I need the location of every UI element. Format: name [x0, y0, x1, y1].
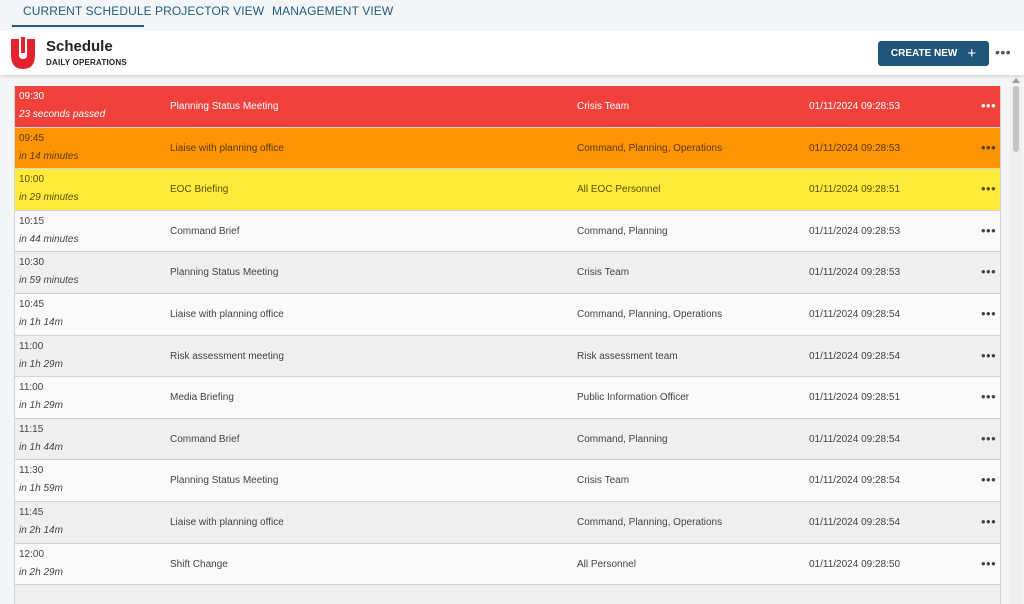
- row-relative-time: in 59 minutes: [19, 275, 79, 287]
- tab-current-schedule[interactable]: CURRENT SCHEDULE: [23, 4, 152, 18]
- row-time: 11:15: [19, 423, 44, 435]
- view-tabs: [0, 0, 1024, 30]
- page-title: Schedule: [46, 38, 113, 55]
- row-time: 10:15: [19, 215, 45, 227]
- row-team: Crisis Team: [577, 101, 630, 112]
- row-time: 11:00: [19, 382, 44, 394]
- row-relative-time: in 1h 29m: [19, 400, 63, 412]
- row-more-icon[interactable]: •••: [981, 389, 997, 405]
- row-team: All EOC Personnel: [577, 184, 661, 196]
- row-updated: 01/11/2024 09:28:54: [809, 350, 901, 362]
- row-meeting: Command Brief: [170, 225, 240, 237]
- plus-icon: +: [967, 45, 977, 62]
- tab-projector-view[interactable]: PROJECTOR VIEW: [155, 4, 265, 18]
- row-team: Command, Planning: [577, 225, 668, 237]
- row-team: All Personnel: [577, 558, 636, 570]
- row-team: Crisis Team: [577, 475, 630, 487]
- tab-management-view[interactable]: MANAGEMENT VIEW: [272, 4, 394, 18]
- row-updated: 01/11/2024 09:28:53: [809, 101, 901, 112]
- row-updated: 01/11/2024 09:28:51: [809, 392, 901, 404]
- row-time: 09:30: [19, 91, 45, 102]
- scroll-thumb[interactable]: [1013, 86, 1019, 152]
- schedule-row[interactable]: [15, 544, 1000, 586]
- schedule-row-partial[interactable]: [15, 585, 1000, 604]
- row-meeting: Planning Status Meeting: [170, 475, 279, 487]
- row-relative-time: in 2h 29m: [19, 566, 63, 578]
- row-more-icon[interactable]: •••: [981, 555, 997, 571]
- row-meeting: Risk assessment meeting: [170, 350, 284, 362]
- row-updated: 01/11/2024 09:28:51: [809, 184, 901, 196]
- row-more-icon[interactable]: •••: [981, 430, 997, 446]
- create-new-button[interactable]: [878, 41, 989, 66]
- row-time: 11:00: [19, 340, 44, 352]
- row-updated: 01/11/2024 09:28:53: [809, 142, 901, 154]
- row-meeting: Media Briefing: [170, 392, 234, 404]
- row-team: Command, Planning: [577, 433, 668, 445]
- row-more-icon[interactable]: •••: [981, 139, 997, 155]
- schedule-row[interactable]: [15, 211, 1000, 253]
- schedule-row[interactable]: [15, 128, 1000, 170]
- row-meeting: Command Brief: [170, 433, 240, 445]
- row-updated: 01/11/2024 09:28:53: [809, 267, 901, 279]
- row-meeting: Liaise with planning office: [170, 516, 284, 528]
- active-tab-indicator: [12, 25, 144, 27]
- row-meeting: Liaise with planning office: [170, 308, 284, 320]
- scroll-up-arrow-icon[interactable]: [1012, 78, 1020, 83]
- row-team: Risk assessment team: [577, 350, 678, 362]
- row-more-icon[interactable]: •••: [981, 222, 997, 238]
- row-relative-time: in 2h 14m: [19, 524, 63, 536]
- row-relative-time: in 1h 44m: [19, 441, 63, 453]
- schedule-row[interactable]: [15, 419, 1000, 461]
- row-time: 10:30: [19, 257, 45, 269]
- row-meeting: Planning Status Meeting: [170, 101, 279, 112]
- row-time: 10:45: [19, 298, 45, 310]
- row-updated: 01/11/2024 09:28:54: [809, 516, 901, 528]
- row-meeting: Planning Status Meeting: [170, 267, 279, 279]
- schedule-list: [14, 86, 1001, 604]
- row-team: Crisis Team: [577, 267, 630, 279]
- row-relative-time: in 1h 59m: [19, 483, 63, 495]
- row-time: 11:30: [19, 465, 44, 477]
- page-subtitle: DAILY OPERATIONS: [46, 58, 127, 67]
- row-relative-time: in 44 minutes: [19, 233, 79, 245]
- row-more-icon[interactable]: •••: [981, 181, 997, 197]
- schedule-row[interactable]: [15, 86, 1000, 128]
- schedule-row[interactable]: [15, 252, 1000, 294]
- row-more-icon[interactable]: •••: [981, 347, 997, 363]
- row-relative-time: in 29 minutes: [19, 192, 79, 204]
- row-meeting: EOC Briefing: [170, 184, 229, 196]
- schedule-row[interactable]: [15, 294, 1000, 336]
- row-team: Command, Planning, Operations: [577, 142, 723, 154]
- row-team: Public Information Officer: [577, 392, 690, 404]
- more-options-icon[interactable]: •••: [995, 44, 1012, 60]
- row-updated: 01/11/2024 09:28:54: [809, 475, 901, 487]
- row-relative-time: 23 seconds passed: [19, 109, 106, 120]
- row-relative-time: in 1h 29m: [19, 358, 63, 370]
- row-more-icon[interactable]: •••: [981, 305, 997, 321]
- row-more-icon[interactable]: •••: [981, 472, 997, 488]
- row-meeting: Shift Change: [170, 558, 228, 570]
- schedule-row[interactable]: [15, 336, 1000, 378]
- list-scrollbar[interactable]: [1010, 78, 1022, 604]
- create-new-label: CREATE NEW: [890, 48, 958, 59]
- brand-logo-icon: [11, 37, 35, 69]
- row-relative-time: in 14 minutes: [19, 150, 79, 162]
- row-updated: 01/11/2024 09:28:53: [809, 225, 901, 237]
- row-updated: 01/11/2024 09:28:54: [809, 433, 901, 445]
- schedule-row[interactable]: [15, 502, 1000, 544]
- row-team: Command, Planning, Operations: [577, 308, 723, 320]
- row-more-icon[interactable]: •••: [981, 98, 997, 113]
- row-time: 10:00: [19, 174, 45, 186]
- row-time: 12:00: [19, 548, 45, 560]
- row-time: 09:45: [19, 132, 45, 144]
- schedule-row[interactable]: [15, 460, 1000, 502]
- row-more-icon[interactable]: •••: [981, 264, 997, 280]
- row-time: 11:45: [19, 506, 44, 518]
- row-relative-time: in 1h 14m: [19, 316, 63, 328]
- row-updated: 01/11/2024 09:28:50: [809, 558, 901, 570]
- schedule-row[interactable]: [15, 377, 1000, 419]
- row-more-icon[interactable]: •••: [981, 513, 997, 529]
- row-team: Command, Planning, Operations: [577, 516, 723, 528]
- row-meeting: Liaise with planning office: [170, 142, 284, 154]
- row-updated: 01/11/2024 09:28:54: [809, 308, 901, 320]
- schedule-row[interactable]: [15, 169, 1000, 211]
- page-header: [0, 31, 1024, 75]
